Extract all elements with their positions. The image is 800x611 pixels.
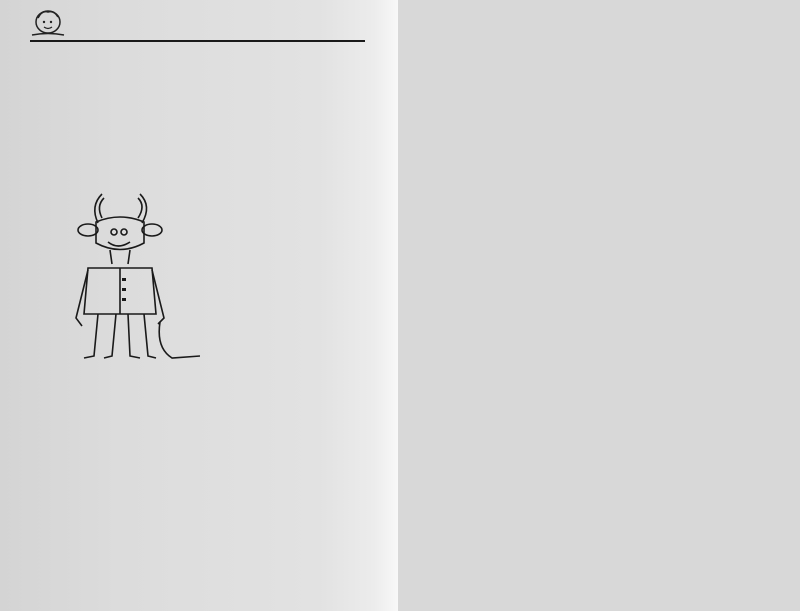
boy-head-icon [28, 8, 68, 38]
left-page [0, 0, 398, 611]
taurus-bull-character-icon [60, 188, 200, 368]
header-rule [30, 40, 365, 42]
